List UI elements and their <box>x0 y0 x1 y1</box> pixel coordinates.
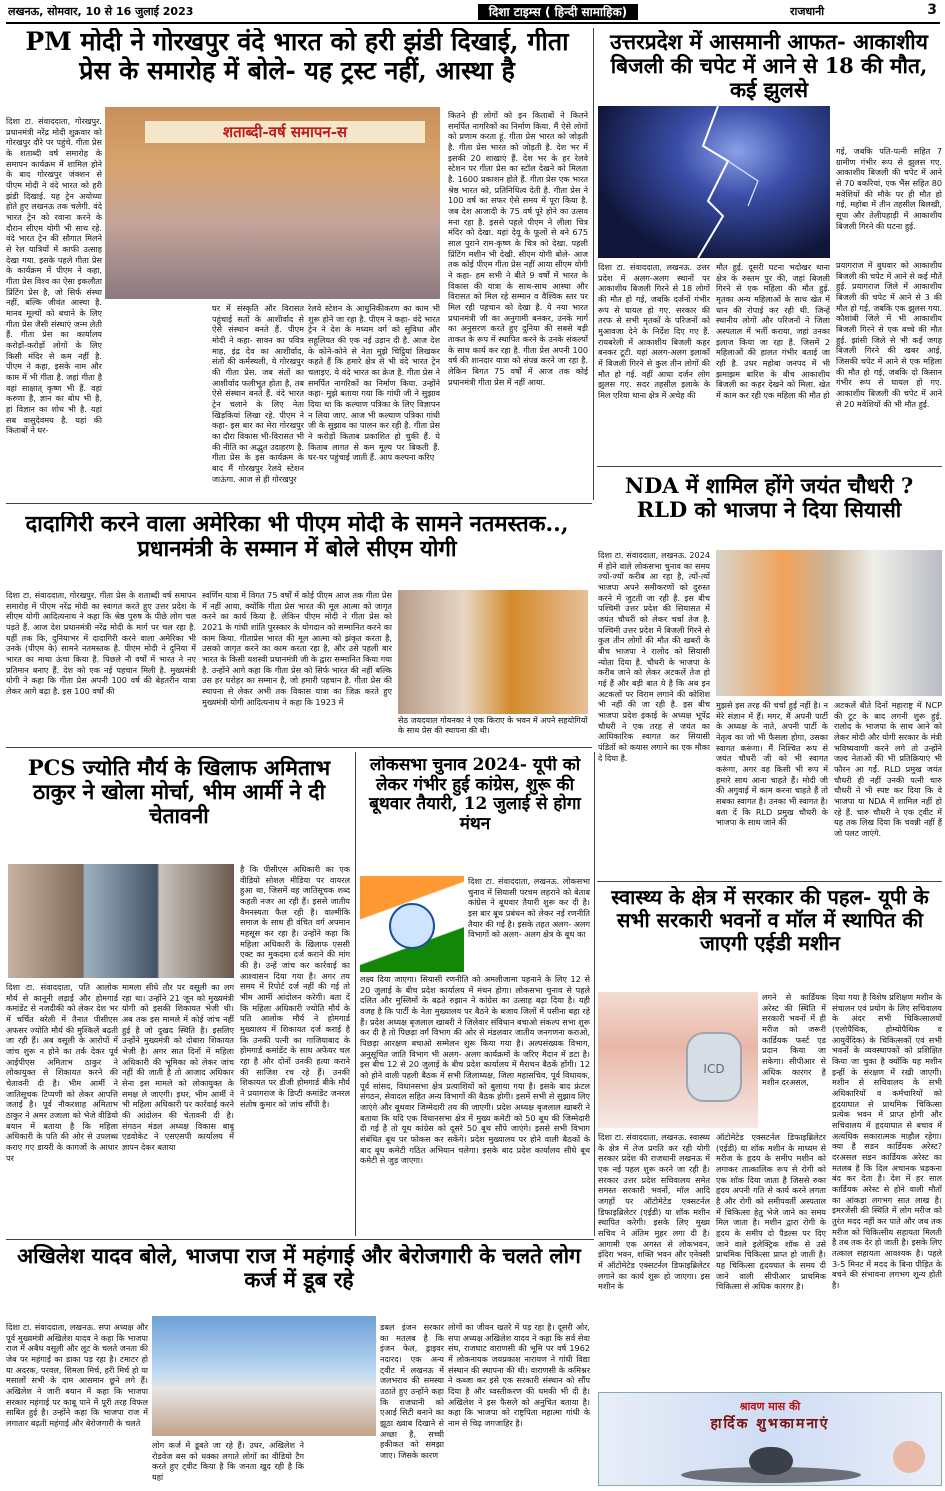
pcs-body-col1: दिशा टा. संवाददाता, पति आलोक मौर्य से कानूनी लड़ाई और होमगार्ड कमांडेंट से नजदीकी को लेकर देश भर में चर्चित बरेली में तैनात पीसीएस अफसर ज्योति मौर्य की मुश्किलें बढ़ती जा रही हैं। अब वसूली के आरोपों में जांच शुरू न होने का तर्क देकर पूर्व आईपीएस अमिताभ ठाकुर ने लोकायुक्त से शिकायत करने की चेतावनी दी है। भीम आर्मी ने जातिसूचक टिप्पणी को लेकर आपत्ति जताई है। पूर्व नौकरशाह अमिताभ ठाकुर ने अमर उजाला को भेजे वीडियो बयान में बताया है कि महिला अधिकारी के पति की ओर से उपलब्ध कराए गए डायरी के कागजों के आधार पर <box>6 982 118 1163</box>
lightning-body-col4: प्रयागराज में बुधवार को आकाशीय बिजली की चपेट में आने से कई मौतें हुई. प्रयागराज जिले में आकाशीय बिजली की चपेट में आने से 3 की मौत हो गई, जबकि एक झुलस गया. कौशांबी जिले में भी आकाशीय बिजली गिरने से एक बच्चे की मौत हुई. झांसी जिले से भी कई जगह बिजली गिरने की खबर आई, जिसकी चपेट में आने से एक महिला की मौत हो गई, जबकि दो किसान गंभीर रूप से घायल हो गए. आकाशीय बिजली की चपेट में आने से 20 मवेशियों की भी मौत हुई. <box>836 260 942 409</box>
nda-body-col1: दिशा टा. संवाददाता, लखनऊ. 2024 में होने वाले लोकसभा चुनाव का समय ज्यों-ज्यों करीब आ रहा है, त्यों-त्यों भाजपा अपने समीकरणों को दुरुस्त करने में जुटती जा रही है. इस बीच पश्चिमी उत्तर प्रदेश की सियासत में जयंत चौधरी को लेकर चर्चा तेज है. पश्चिमी उत्तर प्रदेश में बिजली गिरने से कुल तीन लोगों की मौत की खबरों के बीच भाजपा ने रालोद को सियासी न्योता दिया है. चौधरी के भाजपा के करीब जाने को लेकर अटकलें तेज हो गई हैं और बड़ी बात ये है कि अब इन अटकलों पर विराम लगाने की कोशिश भी नहीं की जा रही है. इस बीच भाजपा प्रदेश इकाई के अध्यक्ष भूपेंद्र चौधरी ने एक तरह से जयंत का आधिकारिक स्वागत कर सियासी पंडितों को कयास लगाने का एक मौका दे दिया है. <box>598 550 710 763</box>
akhilesh-body-col1: दिशा टा. संवाददाता, लखनऊ. सपा अध्यक्ष और पूर्व मुख्यमंत्री अखिलेश यादव ने कहा कि भाजपा राज में अबैध वसूली और लूट के चलते जनता की जेब पर महंगाई का डाका पड़ रहा है। टमाटर हो या अदरक, परवल, शिमला मिर्च, हरी मिर्च हो या मसालों सभी के दाम आसमान छूने लगे हैं। अखिलेश ने जारी बयान में कहा कि भाजपा सरकार महंगाई पर काबू पाने में पूरी तरह विफल साबित हुई है। उन्होंने कहा कि भाजपा राज में लगातार बढ़ती महंगाई और बेरोजगारी के चलते <box>6 1322 148 1429</box>
pm-modi-headline: PM मोदी ने गोरखपुर वंदे भारत को हरी झंडी दिखाई, गीता प्रेस के समारोह में बोले- यह ट्रस्ट नहीं, आस्था है <box>25 28 569 85</box>
pcs-headline: PCS ज्योति मौर्य के खिलाफ अमिताभ ठाकुर ने खोला मोर्चा, भीम आर्मी ने दी चेतावनी <box>27 756 331 829</box>
divider <box>355 752 356 1236</box>
pcs-body-col3: है कि पीसीएस अधिकारी का एक वीडियो सोशल मीडिया पर वायरल हुआ था, जिसमें वह जातिसूचक शब्द कहती नजर आ रही हैं। इससे जातीय वैमनस्यता फैल रही है। वाल्मीकि समाज के साथ ही वंचित वर्ग अपमान महसूस कर रहा है। उन्होंने कहा कि महिला अधिकारी के खिलाफ एससी एक्ट का मुकदमा दर्ज कराने की मांग की है। उन्हें जांच कर कार्रवाई का आश्वासन दिया गया है। अगर तय समय में रिपोर्ट दर्ज नहीं की गई तो भीम आर्मी आंदोलन करेगी। बता दें कि महिला अधिकारी ज्योति मौर्य के पति आलोक मौर्य ने होमगार्ड मुख्यालय में शिकायत दर्ज कराई है कि उनकी पत्नी का गाजियाबाद के होमगार्ड कमांडेंट के साथ अफेयर चल रहा है और दोनों उनकी हत्या कराने की साजिश रच रहे हैं। उनकी शिकायत पर डीजी होमगार्ड बीके मौर्य ने प्रयागराज के डिप्टी कमांडेंट जनरल संतोष कुमार को जांच सौंपी है। <box>240 864 350 1109</box>
lightning-bolt-icon <box>598 106 830 258</box>
nda-body-col3: अटकलें बीते दिनों महाराष्ट्र में NCP की टूट के बाद लगनी शुरू हुई. रालोद के भाजपा के साथ आने को लेकर मोदी और योगी सरकार के मंत्री भविष्यवाणी करने लगे तो उन्होंने जल्द नेताओं की भी प्रतिक्रियाएं भी फौरन आ गईं. RLD प्रमुख जयंत चौधरी ही नहीं उनकी पत्नी चारु चौधरी ने भी स्पष्ट कर दिया कि वे भाजपा या NDA में शामिल नहीं हो रहे हैं. चारु चौधरी ने एक ट्वीट में यह तक लिख दिया कि चवन्नी नहीं हैं जो पलट जाएंगे. <box>834 700 942 839</box>
pm-modi-photo <box>105 107 440 299</box>
divider <box>6 503 592 504</box>
aed-photo <box>598 992 758 1128</box>
aed-headline: स्वास्थ्य के क्षेत्र में सरकार की पहल- यूपी के सभी सरकारी भवनों व मॉल में स्थापित की जाएगी एईडी मशीन <box>611 886 929 955</box>
divider <box>594 752 595 1236</box>
lightning-photo <box>598 106 830 258</box>
lightning-body-col2: दिशा टा. संवाददाता, लखनऊ. उत्तर प्रदेश में अलग-अलग स्थानों पर आकाशीय बिजली गिरने से 18 लोगों की मौत हो गई, जबकि दर्जनों गंभीर रूप से घायल हो गए. सरकार की तरफ से सभी मृतकों के परिजनों को मुआवजा देने के निर्देश दिए गए हैं. रायबरेली में आकाशीय बिजली कहर बनकर टूटी. यहां अलग-अलग इलाकों में बिजली गिरने से कुल तीन लोगों की मौत हो गई. वहीं आधा दर्जन लोग झुलस गए. सदर तहसील इलाके के मिल एरिया थाना क्षेत्र में अचेह की <box>598 262 710 401</box>
lightning-body-col1: गई, जबकि पति-पत्नी सहित 7 ग्रामीण गंभीर रूप से झुलस गए. आकाशीय बिजली की चपेट में आने से 70 बकरियां, एक भैंस सहित 80 मवेशियों की मौके पर ही मौत हो गई, महोबा में तीन तहसील बिलखी, सूपा और तेलीपहाड़ी में आकाशीय बिजली गिरने की घटना हुई. <box>836 146 942 231</box>
divider <box>597 466 942 467</box>
nda-photo <box>716 550 942 696</box>
congress-body-col2: लक्ष्य दिया जाएगा। सियासी रणनीति को अमलीजामा पहनाने के लिए 12 से 20 जुलाई के बीच प्रदेश कार्यालय में मंथन होगा। लोकसभा चुनाव से पहले दलित और मुस्लिमों के बढ़ते रुझान ने कांग्रेस का उत्साह बढ़ा दिया है। यही वजह है कि पार्टी के नेता मुख्यालय पर बैठने के बजाय जिलों में पसीना बहा रहे हैं। प्रदेश अध्यक्ष बृजलाल खाबरी ने जिलेवार संविधान बचाओ संकल्प सभा शुरू कर दी है तो पिछड़ा वर्ग विभाग की ओर से मंडलवार जातीय जनगणना कराओ, पिछड़ा आरक्षण बचाओ सम्मेलन शुरू किया गया है। अल्पसंख्यक विभाग, अनुसूचित जाति विभाग भी अलग- अलग कार्यक्रमों के जरिए मैदान में डटा है। इस बीच 12 से 20 जुलाई के बीच प्रदेश कार्यालय में मैराथन बैठकें होंगी। 12 को होने वाली पहली बैठक में सभी जिलाध्यक्ष, जिला महासचिव, पूर्व विधायक, पूर्व सांसद, विधानसभा क्षेत्र प्रत्याशियों को बुलाया गया है। इसके बाद फ्रंटल संगठन, सेवादल सहित अन्य विभागों की बैठक होगी। इसमें सभी से सुझाव लिए जाएंगे और बूथवार जिम्मेदारी तय की जाएगी। प्रदेश अध्यक्ष बृजलाल खाबरी ने बताया कि यदि एक विधानसभा क्षेत्र में मुख्य कमेटी को 50 बूथ की जिम्मेदारी दी गई है तो यूथ कांग्रेस को दूसरे 50 बूथ सौंपे जाएंगे। इससे सभी विभाग संबंधित बूथ पर फोकस कर सकेंगे। प्रदेश मुख्यालय पर होने वाली बैठकों के बाद बूथ कमेटी गठित अभियान चलेगा। इसके बाद प्रदेश कार्यालय सीधे बूथ कमेटी से जुड़ जाएगा। <box>360 974 590 1166</box>
america-body-col2: स्वर्णिम यात्रा में विगत 75 वर्षों में कोई पीएम आज तक गीता प्रेस में नहीं आया, क्योंकि गीता प्रेस भारत की मूल आत्मा को जागृत करने का कार्य किया है. लेकिन पीएम मोदी ने गीता प्रेस को 2021 के गांधी शांति पुरस्कार के योगदान को सम्मानित करने का काम किया. गीताप्रेस भारत की मूल आत्मा को झंकृत करता है, उसको जागृत करने का काम करता रहा है, और उसे पहली बार भारत के किसी यशस्वी प्रधानमंत्री जी के द्वारा सम्मानित किया गया है. उन्होंने आगे कहा कि गीता प्रेस को सिर्फ भारत की नहीं बल्कि उस हर धरोहर का सम्मान है, जो हमारी पहचान है. गीता प्रेस की स्थापना से लेकर अभी तक विकास यात्रा का जिक्र करते हुए मुख्यमंत्री योगी आदित्यनाथ ने कहा कि 1923 में <box>202 590 392 707</box>
nda-headline: NDA में शामिल होंगे जयंत चौधरी ? RLD को भाजपा ने दिया सियासी <box>624 474 914 523</box>
akhilesh-body-col3: डबल इंजन सरकार का मतलब है कि इंजन फेल, ड्राइवर नदारद। एक अन्य ट्वीट में लखनऊ में जलभराव की समस्या उठाते हुए उन्होंने कहा कि राजधानी को एआई सिटी बनाने का झूठा ख्वाब दिखाने से अच्छा है, सच्ची हकीकत को समझा जाए। जिसके कारण <box>380 1322 444 1461</box>
icd-device-icon: ICD <box>686 1032 742 1102</box>
section-name: राजधानी <box>790 4 850 20</box>
akhilesh-body-col2: लोग कर्ज में डूबते जा रहे हैं। उधर, अखिलेश ने रोडवेज बस को धक्का लगाते लोगों का वीडियो टैग करते हुए ट्वीट किया है कि जनता खुद रही है कि यहां <box>152 1440 304 1483</box>
header-dateline: लखनऊ, सोमवार, 10 से 16 जुलाई 2023 <box>8 4 268 20</box>
aed-body-col1: लगने से कार्डियक अरेस्ट की स्थिति में सरकारी भवनों में ही मरीज को जरूरी कार्डियक फर्स्ट एड प्रदान किया जा सकेगा। सीपीआर से अधिक कारगर है मशीन दरअसल, <box>762 992 826 1088</box>
ad-line1: श्रावण मास की <box>739 1400 801 1413</box>
nda-body-col2: मुझसे इस तरह की चर्चा हुई नहीं है। न मेरे संज्ञान में हैं। मगर, मैं अपनी पार्टी के अध्यक्ष के नाते, अपनी पार्टी के नेतृत्व का जो भी फैसला होगा, उसका स्वागत करूंगा। मैं निश्चित रूप से जयंत चौधरी जी को भी स्वागत करूंगा, अगर वह किसी भी रूप में हमारे साथ आना चाहते हैं। मोदी जी की अगुवाई में काम करना चाहते हैं तो सबका स्वागत है। उनका भी स्वागत है। बता दें कि RLD प्रमुख चौधरी के भाजपा के साथ जाने की <box>716 700 828 828</box>
pcs-photo <box>8 864 234 978</box>
congress-photo <box>360 876 464 972</box>
lightning-headline: उत्तरप्रदेश में आसमानी आफत- आकाशीय बिजली की चपेट में आने से 18 की मौत, कई झुलसे <box>610 30 928 103</box>
pm-modi-body-col2: घर में संस्कृति और विरासत पहुंचाई सतों के आशीर्वाद से ऐसे संस्थान बनते हैं. पीएम मोदी ने कहा- सावन का पवित्र माह, इंद्र देव का आशीर्वाद, संतों की कर्मस्थली, ये गोरखपुर की गीता प्रेस. जब संतों का आशीर्वाद फलीभूत होता है, तब ऐसे संस्थान बनते हैं. वंदे भारत ट्रेन चलाने के लिए नेता खिड़कियां लिखा रहे. पीएम ने कहा- इस बार का मेरा गोरखपुर का दौरा विकास भी-विरासत भी की नीति का अद्भुत उदाहरण है. गीता प्रेस के इस कार्यक्रम के बाद मैं गोरखपुर रेलवे स्टेशन जाऊंगा. आज से ही गोरखपुर <box>212 303 304 484</box>
lightning-body-col3: मौत हुई. दूसरी घटना भदोखर थाना क्षेत्र के रुस्तम पुर की, जहां बिजली गिरने से एक महिला की मौत हुई. मृतका अन्य महिलाओं के साथ खेत में धान की रोपाई कर रही थी. जिन्हें स्थानीय लोगों और परिजनों ने जिला अस्पताल में भर्ती कराया, जहां उनका इलाज किया जा रहा है. जिसमें 2 महिलाओं की हालत गंभीर बताई जा रही है. उधर महोबा जनपद में भी झमाझम बारिश के बीच आकाशीय बिजली का कहर देखने को मिला. खेत में काम कर रही एक महिला की मौत हो <box>716 262 830 401</box>
pm-modi-body-col3: रेलवे स्टेशन के आधुनिकीकरण का काम भी शुरू होने जा रहा है. पीएम ने कहा- वंदे भारत ट्रेन ने देश के मध्यम वर्ग को सुविधा और सहूलियत की एक नई उड़ान दी है. आज देश के कोने-कोने से नेता मुझे चिट्ठियां लिखकर कहते हैं कि हमारे क्षेत्र से भी वंदे भारत ट्रेन चलाइए. ये वंदे भारत का क्रेज है. गीता प्रेस ने समर्पित नागरिकों का निर्माण किया. उन्होंने कहा- मुझे बताया गया कि गांधी जी ने सुझाव दिया था कि कल्याण पत्रिका के लिए विज्ञापन न लिया जाए. आज भी कल्याण पत्रिका गांधी जी के सुझाव का पालन कर रही है. गीता प्रेस ने करोड़ों किताब प्रकाशित हो चुकी हैं. ये किताब लागत से कम मूल्य पर बिकती हैं. घर-घर पहुंचाई जाती हैं. आप कल्पना करिए <box>308 303 440 463</box>
america-headline: दादागिरी करने वाला अमेरिका भी पीएम मोदी के सामने नतमस्तक.., प्रधानमंत्री के सम्मान में बोले सीएम योगी <box>25 512 569 563</box>
pm-modi-body-col1: दिशा टा. संवाददाता, गोरखपुर. प्रधानमंत्री नरेंद्र मोदी शुक्रवार को गोरखपुर दौरे पर पहुंचे. गीता प्रेस के शताब्दी वर्ष समारोह के समापन कार्यक्रम में शामिल होने के बाद गोरखपुर जंक्शन से पीएम मोदी ने वंदे भारत को हरी झंडी दिखाई. यह ट्रेन अयोध्या होते हुए लखनऊ तक चलेगी. वंदे भारत ट्रेन को रवाना करने के दौरान सीएम योगी भी साथ रहे. वंदे भारत ट्रेन की सौगात मिलने से रेल यात्रियों में काफी उत्साह देखा गया. इसके पहले गीता प्रेस के कार्यक्रम में पीएम ने कहा, गीता प्रेस विश्व का ऐसा इकलौता प्रिंटिंग प्रेस है, जो सिर्फ संस्था नहीं, बल्कि जीवंत आस्था है. मानव मूल्यों को बचाने के लिए गीता प्रेस जैसी संस्थाएं जन्म लेती हैं. गीता प्रेस का कार्यालय करोड़ों-करोड़ों लोगों के लिए किसी मंदिर से कम नहीं है. पीएम ने कहा, इसके नाम और काम में भी गीता है. जहां गीता है वहां साक्षात् कृष्ण भी हैं. वहां करुणा है, ज्ञान का बोध भी है, हां विज्ञान का शोध भी है. यहां सब वासुदेवमय है. यहां की किताबों ने घर- <box>6 116 102 436</box>
akhilesh-photo <box>152 1316 376 1436</box>
akhilesh-headline: अखिलेश यादव बोले, भाजपा राज में महंगाई और बेरोजगारी के चलते लोग कर्ज में डूब रहे <box>17 1244 581 1293</box>
congress-headline: लोकसभा चुनाव 2024- यूपी को लेकर गंभीर हुई कांग्रेस, शुरू की बूथवार तैयारी, 12 जुलाई से होगा मंथन <box>369 756 581 834</box>
aed-body-col4: दिया गया है विशेष प्रशिक्षण मशीन के संचालन एवं प्रयोग के लिए सचिवालय के अंदर सभी चिकित्सालयों (एलोपैथिक, होम्योपैथिक व आयुर्वेदिक) के चिकित्सकों एवं सभी भवनों के व्यवस्थापकों को प्रशिक्षित किया जा चुका है क्योंकि यह मशीन इन्हीं के संरक्षण में रखी जाएगी। मशीन से सचिवालय के सभी अधिकारियों व कर्मचारियों को हृदयाघात से प्राथमिक चिकित्सा प्रत्येक भवन में प्राप्त होगी और सचिवालय में हृदयाघात से बचाव में अत्यधिक सकारात्मक माहौल रहेगा। क्या है सडन कार्डियक अरेस्ट? दरअसल सडन कार्डियक अरेस्ट का मतलब है कि दिल अचानक धड़कना बंद कर देता है। देश में हर साल कार्डियक अरेस्ट से होने वाली मौतों का आंकड़ा लगभग सात लाख है। इमरजेंसी की स्थिति में लोग मरीज को तुरंत मदद नहीं कर पाते और जब तक मरीज को चिकित्सीय सहायता मिलती है तब तक देर हो जाती है। इसके लिए तत्काल सहायता आवश्यक है। पहले 3-5 मिनट में मदद के बिना पीड़ित के बचने की संभावना लगभग शून्य होती है। <box>832 992 942 1291</box>
divider <box>6 1239 594 1240</box>
america-body-col1: दिशा टा. संवाददाता, गोरखपुर. गीता प्रेस के शताब्दी वर्ष समापन समारोह में पीएम नरेंद्र मोदी का स्वागत करते हुए उत्तर प्रदेश के सीएम योगी आदित्यनाथ ने कहा कि श्रेष्ठ पुरुष के पीछे लोग चल पड़ते हैं. आज देश प्रधानमंत्री नरेंद्र मोदी के मार्ग पर चल रहा है. यहीं तक कि, दुनियाभर में दादागिरी करने वाला अमेरिका भी उनके (पीएम के) सामने नतमस्तक है. पीएम मोदी ने दुनिया में भारत का माथा ऊंचा किया है. पिछले नौ वर्षों में भारत ने नए प्रतिमान बनाए हैं. देश को एक नई पहचान मिली है. मुख्यमंत्री योगी ने कहा कि गीता प्रेस अपनी 100 वर्ष की बेहतरीन यात्रा लेकर आगे बढ़ा है. इस 100 वर्षों की <box>6 590 196 697</box>
divider <box>593 28 594 500</box>
aed-body-col3: ऑटोमेटेड एक्सटर्नल डिफाइब्रिलेटर (एईडी) या शॉक मशीन के माध्यम से मरीज के हृदय के समीप मशीन को लगाकर तात्कालिक रूप से रोगी को एक शॉक दिया जाता है जिससे रुका हृदय अपनी गति से कार्य करने लगता है और रोगी को समीपवर्ती अस्पताल में चिकित्सा हेतु भेजे जाने का समय मिल जाता है। मशीन द्वारा रोगी के हृदय के समीप दो पैडल्स पर दिए जाने वाले इलेक्ट्रिक शॉक से उसे प्राथमिक चिकित्सा प्राप्त हो जाती है। यह चिकित्सा हृदयघात के समय दी जाने वाली सीपीआर प्राथमिक चिकित्सा से अधिक कारगर है। <box>716 1132 826 1292</box>
page-number: 3 <box>927 2 937 18</box>
masthead: दिशा टाइम्स ( हिन्दी सामाहिक) <box>478 4 638 20</box>
pcs-body-col2: मामला सीधे तौर पर वसूली का लग रहा था। उन्होंने 21 जून को मुख्यमंत्री योगी को इसकी शिकायत भेजी थी। अब तक इस मामले में कोई जांच नहीं हुई है जो दुखद स्थिति है। इसलिए उन्होंने मुख्यमंत्री को दोबारा शिकायत भेजी है। अगर सात दिनों में महिला अधिकारी की भूमिका को लेकर जांच नहीं की जाती है तो आजाद अधिकार सेना इस मामले को लोकायुक्त के समक्ष ले जाएगी। इधर, भीम आर्मी ने भी महिला अधिकारी पर कार्रवाई करने की आंदोलन की चेतावनी दी है। संगठन मंडल अध्यक्ष विकास बाबू एडवोकेट ने एसएसपी कार्यालय में ज्ञापन देकर बताया <box>122 982 234 1153</box>
shivling-icon <box>599 1437 942 1486</box>
america-photo-caption: सेठ जयदयाल गोयनका ने एक किराए के भवन में अपने सहयोगियों के साथ प्रेस की स्थापना की थी। <box>398 716 588 735</box>
photo-banner: शताब्दी-वर्ष समापन-स <box>145 121 425 143</box>
header-rule <box>6 22 940 24</box>
shravan-greeting-ad <box>598 1392 942 1486</box>
ad-line2: हार्दिक शुभकामनाएं <box>710 1416 830 1432</box>
aed-body-col2: दिशा टा. संवाददाता, लखनऊ. स्वास्थ्य के क्षेत्र में तेज प्रगति कर रही योगी सरकार प्रदेश की राजधानी लखनऊ में एक नई पहल शुरू करने जा रही है। सरकार उत्तर प्रदेश सचिवालय समेत समस्त सरकारी भवनों, मॉल आदि जगहों पर ऑटोमेटेड एक्सटर्नल डिफाइब्रिलेटर (एईडी) या शॉक मशीन स्थापित करेगी। इसके लिए मुख्य सचिव ने अंतिम मुहर लगा दी है। आगामी एक अगस्त से लोकभवन, इंदिरा भवन, शक्ति भवन और एनेक्सी में ऑटोमेटेड एक्सटर्नल डिफाइब्रिलेटर लगाने का कार्य शुरू हो जाएगा। इस मशीन के <box>598 1132 710 1292</box>
america-photo <box>398 590 588 714</box>
congress-body-col1: दिशा टा. संवाददाता, लखनऊ. लोकसभा चुनाव में सियासी परचम लहराने को बेताब कांग्रेस ने बूथवार तैयारी शुरू कर दी है। इस बार बूथ प्रबंधन को लेकर नई रणनीति तैयार की गई है। इसके तहत अलग- अलग विभागों को अलग- अलग क्षेत्र के बूथ का <box>468 876 590 940</box>
divider <box>6 747 592 748</box>
akhilesh-body-col4: लोगों का जीवन खतरे में पड़ रहा है। दूसरी ओर, सपा अध्यक्ष अखिलेश यादव ने कहा कि सर्व सेवा संघ, राजघाट वाराणसी की भूमि पर वर्ष 1962 में लोकनायक जयप्रकाश नारायण ने गांधी विद्या संस्थान की स्थापना की थी। वाराणसी के कमिश्नर ने कब्जा कर इसे एक सरकारी संस्थान को सौंप दिया है और ध्वस्तीकरण की धमकी भी दी है। अखिलेश ने इस फैसले को अनुचित बताया है। कहा कि भाजपा को राष्ट्रपिता महात्मा गांधी के नाम से चिढ़ जगजाहिर है। <box>448 1322 590 1429</box>
divider <box>597 881 942 882</box>
congress-hand-icon <box>360 876 464 972</box>
pm-modi-body-col4: कितने ही लोगों को इन किताबों ने कितने समर्पित नागरिकों का निर्माण किया. मैं ऐसे लोगों को प्रणाम करता हूं. गीता प्रेस भारत को जोड़ती है. गीता प्रेस भारत को जोड़ती है. देश भर में इसकी 20 शाखाएं हैं. देश भर के हर रेलवे स्टेशन पर गीता प्रेस का स्टॉल देखने को मिलता है. 1600 प्रकाशन होते हैं. गीता प्रेस एक भारत श्रेष्ठ भारत को, प्रतिनिधित्व देती है. गीता प्रेस ने 100 वर्ष का सफर ऐसे समय में पूरा किया है. जब देश आजादी के 75 वर्ष पूरे होने का उत्सव मना रहा है. इससे पहले पीएम ने लीला चित्र मंदिर को देखा. यहां देवू के फूलों से बने 675 साल पुराने राम-कृष्ण के चित्र को देखा. पहली प्रिंटिंग मशीन भी देखी. सीएम योगी बोले- आज तक कोई पीएम गीता प्रेस नहीं आया सीएम योगी ने कहा- हम सभी ने बीते 9 वर्षों में भारत के विकास की यात्रा के साथ-साथ आस्था और विरासत को मिल रहे सम्मान व वैश्विक स्तर पर मिल रही पहचान को देखा है. ये नया भारत प्रधानमंत्री जी का अनुगामी बनकर, उनके मार्ग का अनुसरण करते हुए दुनिया की सबसे बड़ी ताकत के रूप में स्थापित करने के उनके संकल्पों के साथ कार्य कर रहा है. गीता प्रेस अपनी 100 वर्ष की शानदार यात्रा को संपन्न करने जा रहा है. लेकिन बिगत 75 वर्षों में आज तक कोई प्रधानमंत्री गीता प्रेस में नहीं आया. <box>448 110 588 387</box>
